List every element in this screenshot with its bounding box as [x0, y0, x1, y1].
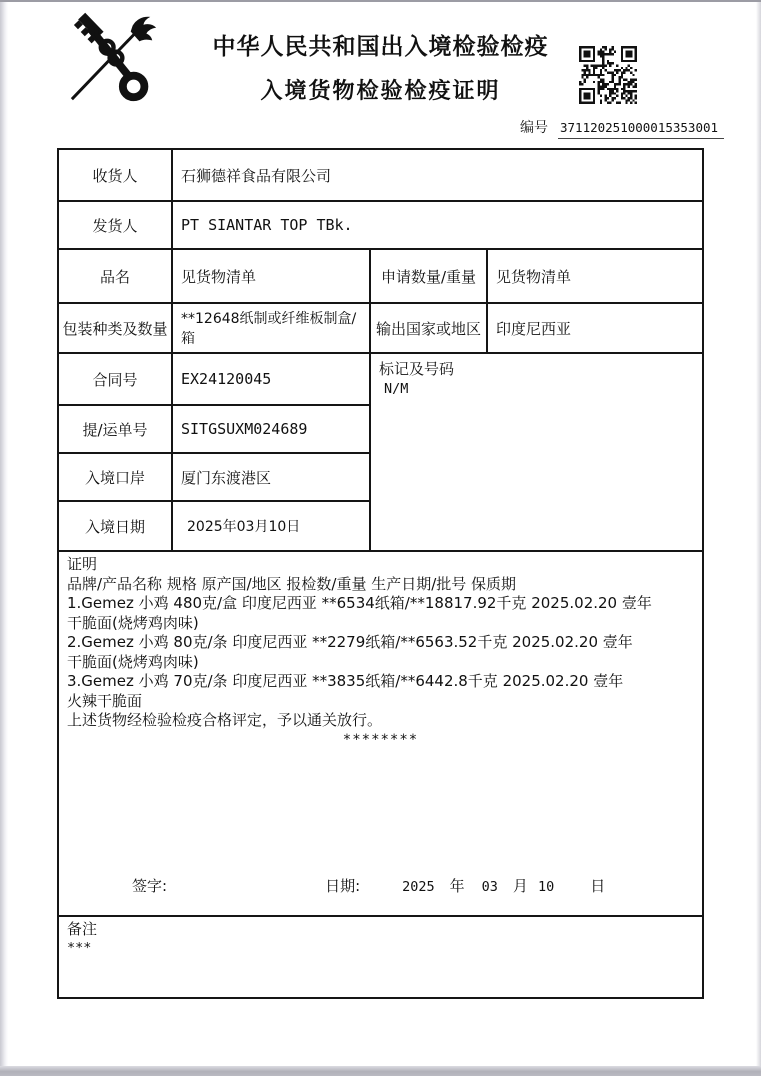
date-day: 10	[537, 878, 555, 895]
qr-code-icon	[578, 46, 638, 104]
export-country-value: 印度尼西亚	[487, 303, 703, 353]
page-edge-bottom	[0, 1066, 761, 1076]
bl-no-value: SITGSUXM024689	[172, 405, 370, 453]
document-title: 中华人民共和国出入境检验检疫	[212, 34, 549, 60]
date-year: 2025	[402, 878, 435, 895]
date-day-unit: 日	[590, 876, 606, 895]
consignee-label: 收货人	[58, 149, 172, 201]
contract-no-value: EX24120045	[172, 353, 370, 405]
date-month-unit: 月	[512, 876, 528, 895]
table-row	[58, 303, 703, 353]
entry-port-value: 厦门东渡港区	[172, 453, 370, 501]
certificate-statement-cell	[58, 551, 703, 916]
applied-quantity-label: 申请数量/重量	[370, 249, 487, 303]
serial-label: 编号	[520, 120, 548, 136]
signature-label: 签字:	[132, 876, 168, 895]
marks-value: N/M	[384, 381, 409, 397]
table-row	[58, 353, 703, 405]
contract-no-label: 合同号	[58, 353, 172, 405]
certificate-section-row	[58, 551, 703, 916]
product-name-value: 见货物清单	[172, 249, 370, 303]
serial-number-row	[520, 117, 724, 139]
page-edge-right	[756, 2, 761, 1066]
date-year-unit: 年	[449, 876, 465, 895]
certificate-conclusion: 上述货物经检验检疫合格评定，予以通关放行。	[67, 711, 383, 729]
consignee-value: 石狮德祥食品有限公司	[172, 149, 703, 201]
table-row	[58, 149, 703, 201]
remarks-value: ***	[67, 940, 92, 956]
certificate-line: 3.Gemez 小鸡 70克/条 印度尼西亚 **3835纸箱/**6442.8千克 2025.02.20 壹年	[67, 672, 624, 690]
date-month: 03	[481, 878, 498, 895]
entry-date-value: 2025年03月10日	[172, 501, 370, 551]
stars-separator: ********	[342, 731, 419, 748]
entry-port-label: 入境口岸	[58, 453, 172, 501]
consignor-value: PT SIANTAR TOP TBk.	[172, 201, 703, 249]
certificate-line: 火辣干脆面	[67, 691, 143, 710]
certificate-form-table	[57, 148, 704, 999]
document-subtitle: 入境货物检验检疫证明	[260, 79, 501, 104]
remarks-cell	[58, 916, 703, 998]
applied-quantity-value: 见货物清单	[487, 249, 703, 303]
date-label: 日期:	[325, 876, 361, 895]
bl-no-label: 提/运单号	[58, 405, 172, 453]
certificate-line: 1.Gemez 小鸡 480克/盒 印度尼西亚 **6534纸箱/**18817.92千克 2025.02.20 壹年	[67, 594, 652, 612]
consignor-label: 发货人	[58, 201, 172, 249]
certificate-line: 2.Gemez 小鸡 80克/条 印度尼西亚 **2279纸箱/**6563.52千克 2025.02.20 壹年	[67, 633, 633, 651]
certificate-label: 证明	[67, 555, 98, 573]
product-name-label: 品名	[58, 249, 172, 303]
marks-label: 标记及号码	[379, 360, 455, 378]
certificate-line: 干脆面(烧烤鸡肉味)	[67, 652, 199, 671]
table-row	[58, 249, 703, 303]
remarks-section-row	[58, 916, 703, 998]
remarks-label: 备注	[67, 920, 98, 938]
packaging-label: 包装种类及数量	[58, 303, 172, 353]
serial-number: 371120251000015353001	[558, 120, 724, 139]
page-edge-top	[0, 0, 761, 2]
certificate-line: 干脆面(烧烤鸡肉味)	[67, 613, 199, 632]
export-country-label: 输出国家或地区	[370, 303, 487, 353]
table-row	[58, 201, 703, 249]
certificate-columns-header: 品牌/产品名称 规格 原产国/地区 报检数/重量 生产日期/批号 保质期	[67, 574, 517, 593]
signature-date-row	[59, 877, 702, 898]
page-edge-left	[0, 2, 8, 1066]
marks-and-numbers-cell	[370, 353, 703, 551]
entry-date-label: 入境日期	[58, 501, 172, 551]
packaging-value: **12648纸制或纤维板制盒/箱	[172, 303, 370, 353]
